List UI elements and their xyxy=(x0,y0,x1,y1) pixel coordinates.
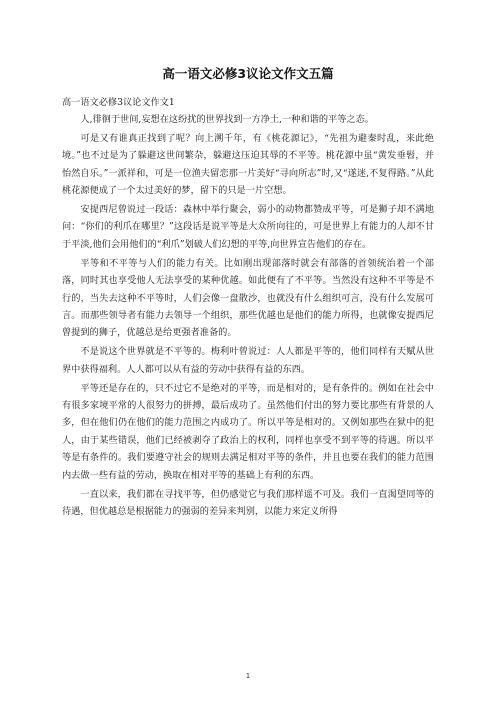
document-title: 高一语文必修3议论文作文五篇 xyxy=(162,66,334,81)
paragraph-5: 不是说这个世界就是不平等的。梅利叶曾说过：人人都是平等的，他们同样有天赋从世界中获得福利。人人都可以从有益的劳动中获得有益的东西。 xyxy=(62,346,434,375)
paragraph-6: 平等还是存在的，只不过它不是绝对的平等，而是相对的，是有条件的。例如在社会中有很多家境平常的人很努力的拼搏，最后成功了。虽然他们付出的努力要比那些有背景的人多，但在他们仍在他们的能力范围之内成功了。所以平等是相对的。又例如那些在狱中的犯人，由于某些错误，他们已经被剥夺了政治上的权利，同样也享受不到平等的待遇。所以平等是有条件的。我们要遵守社会的规则去满足相对平等的条件，并且也要在我们的能力范围内去做一些有益的劳动，换取在相对平等的基础上有利的东西。 xyxy=(62,382,434,481)
page-number: 1 xyxy=(245,672,251,680)
paragraph-4: 平等和不平等与人们的能力有关。比如刚出现部落时就会有部落的首领统治着一个部落，同时其也享受他人无法享受的某种优越。如此便有了不平等。当然没有这种不平等是不行的，当失去这种不平等时，人们会像一盘散沙，也就没有什么组织可言，没有什么发展可言。而那些领导者有能力去领导一个组织，那些优越也是他们的能力所得，也就像安提西尼曾提到的狮子，优越总是给更强者准备的。 xyxy=(62,257,434,339)
paragraph-2: 可是又有谁真正找到了呢？向上溯千年，有《桃花源记》，“先祖为避秦时乱，来此绝境。”也不过是为了躲避这世间繁杂，躲避这压迫其辱的不平等。桃花源中虽“黄发垂髫，并怡然自乐。”一派祥和，可是一位渔夫留恋那一片美好“寻向所志”时,又“遂迷,不复得路。”从此桃花源便成了一个太过美好的梦，留下的只是一片空想。 xyxy=(62,132,434,197)
paragraph-7: 一直以来，我们都在寻找平等，但仍感觉它与我们那样遥不可及。我们一直渴望同等的待遇，但优越总是根据能力的强弱的差异来判别，以能力来定义所得 xyxy=(62,488,434,517)
essay-heading: 高一语文必修3议论文作文1 xyxy=(62,97,175,108)
paragraph-1: 人,徘徊于世间,妄想在这纷扰的世界找到一方净土,一种和谐的平等之态。 xyxy=(80,114,374,125)
paragraph-3: 安提西尼曾说过一段话：森林中举行聚会，弱小的动物都赞成平等，可是狮子却不满地问：“你们的利爪在哪里？”这段话是说平等是大众所向往的，可是世界上有能力的人却不甘于平淡,他们会用他们的“利爪”划破人们幻想的平等,向世界宣告他们的存在。 xyxy=(62,204,434,250)
